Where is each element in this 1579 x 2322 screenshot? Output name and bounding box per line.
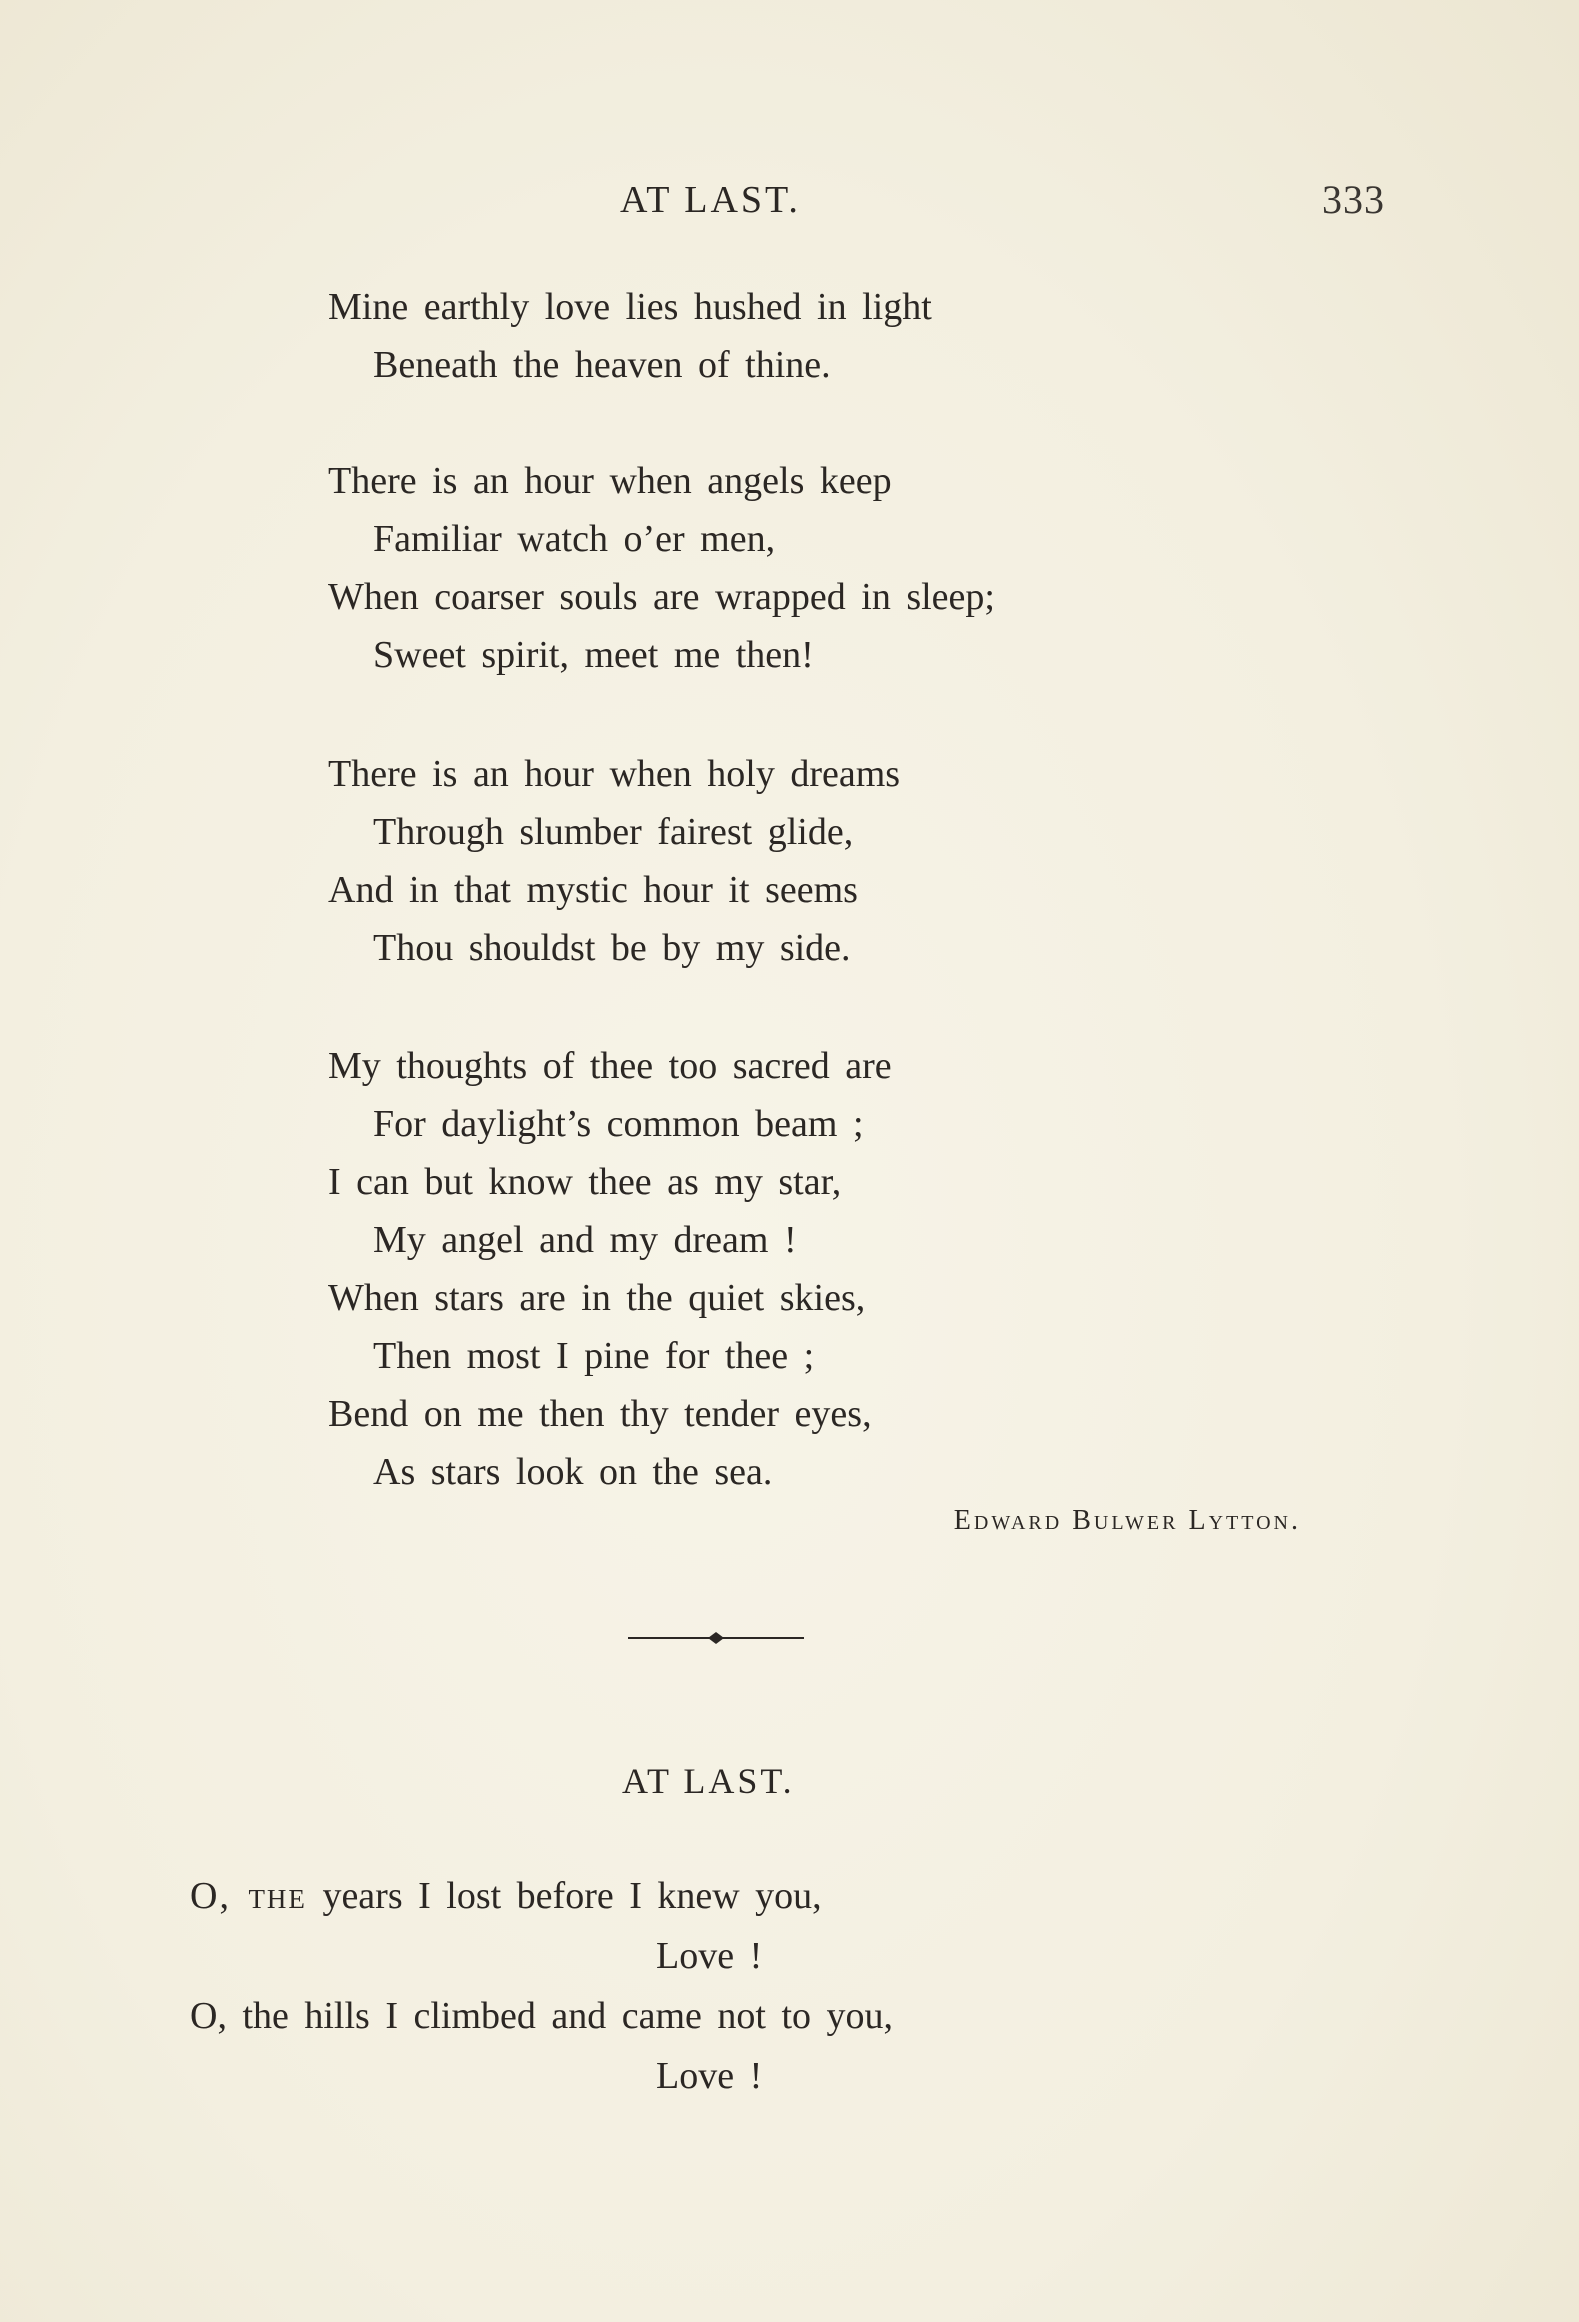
stanza-2 (328, 452, 1328, 684)
poem-line: There is an hour when angels keep (328, 460, 892, 502)
poem-line: I can but know thee as my star, (328, 1161, 842, 1203)
poem-line: Mine earthly love lies hushed in light (328, 286, 932, 328)
poem-line: There is an hour when holy dreams (328, 753, 901, 795)
poem-line: When coarser souls are wrapped in sleep; (328, 576, 995, 618)
poem-line: Beneath the heaven of thine. (373, 344, 831, 386)
stanza-4 (328, 1037, 1328, 1501)
line-opening: O, the (190, 1875, 307, 1917)
poem-line: My angel and my dream ! (373, 1219, 797, 1261)
poem-line (190, 1866, 1290, 1926)
poem-at-last (190, 1866, 1290, 2106)
stanza-1 (328, 278, 1328, 394)
stanza-3 (328, 745, 1328, 977)
poem-line: Then most I pine for thee ; (373, 1335, 815, 1377)
poem-line: And in that mystic hour it seems (328, 869, 858, 911)
page-number: 333 (1322, 177, 1385, 222)
poem-line: Bend on me then thy tender eyes, (328, 1393, 872, 1435)
ornamental-divider-icon (628, 1628, 804, 1648)
poem-line: For daylight’s common beam ; (373, 1103, 864, 1145)
poem-line: When stars are in the quiet skies, (328, 1277, 866, 1319)
poem-line: Sweet spirit, meet me then! (373, 634, 814, 676)
author-attribution: Edward Bulwer Lytton. (953, 1505, 1301, 1536)
running-title: AT LAST. (620, 179, 801, 221)
line-rest: years I lost before I knew you, (322, 1875, 822, 1917)
poem-line: As stars look on the sea. (373, 1451, 773, 1493)
poem-line: Thou shouldst be by my side. (373, 927, 851, 969)
refrain-line: Love ! (656, 2055, 763, 2097)
refrain-line: Love ! (656, 1935, 763, 1977)
poem-line: O, the hills I climbed and came not to you, (190, 1995, 894, 2037)
poem-line: My thoughts of thee too sacred are (328, 1045, 892, 1087)
poem-line: Through slumber fairest glide, (373, 811, 854, 853)
poem-line: Familiar watch o’er men, (373, 518, 776, 560)
poem-title: AT LAST. (622, 1761, 795, 1801)
